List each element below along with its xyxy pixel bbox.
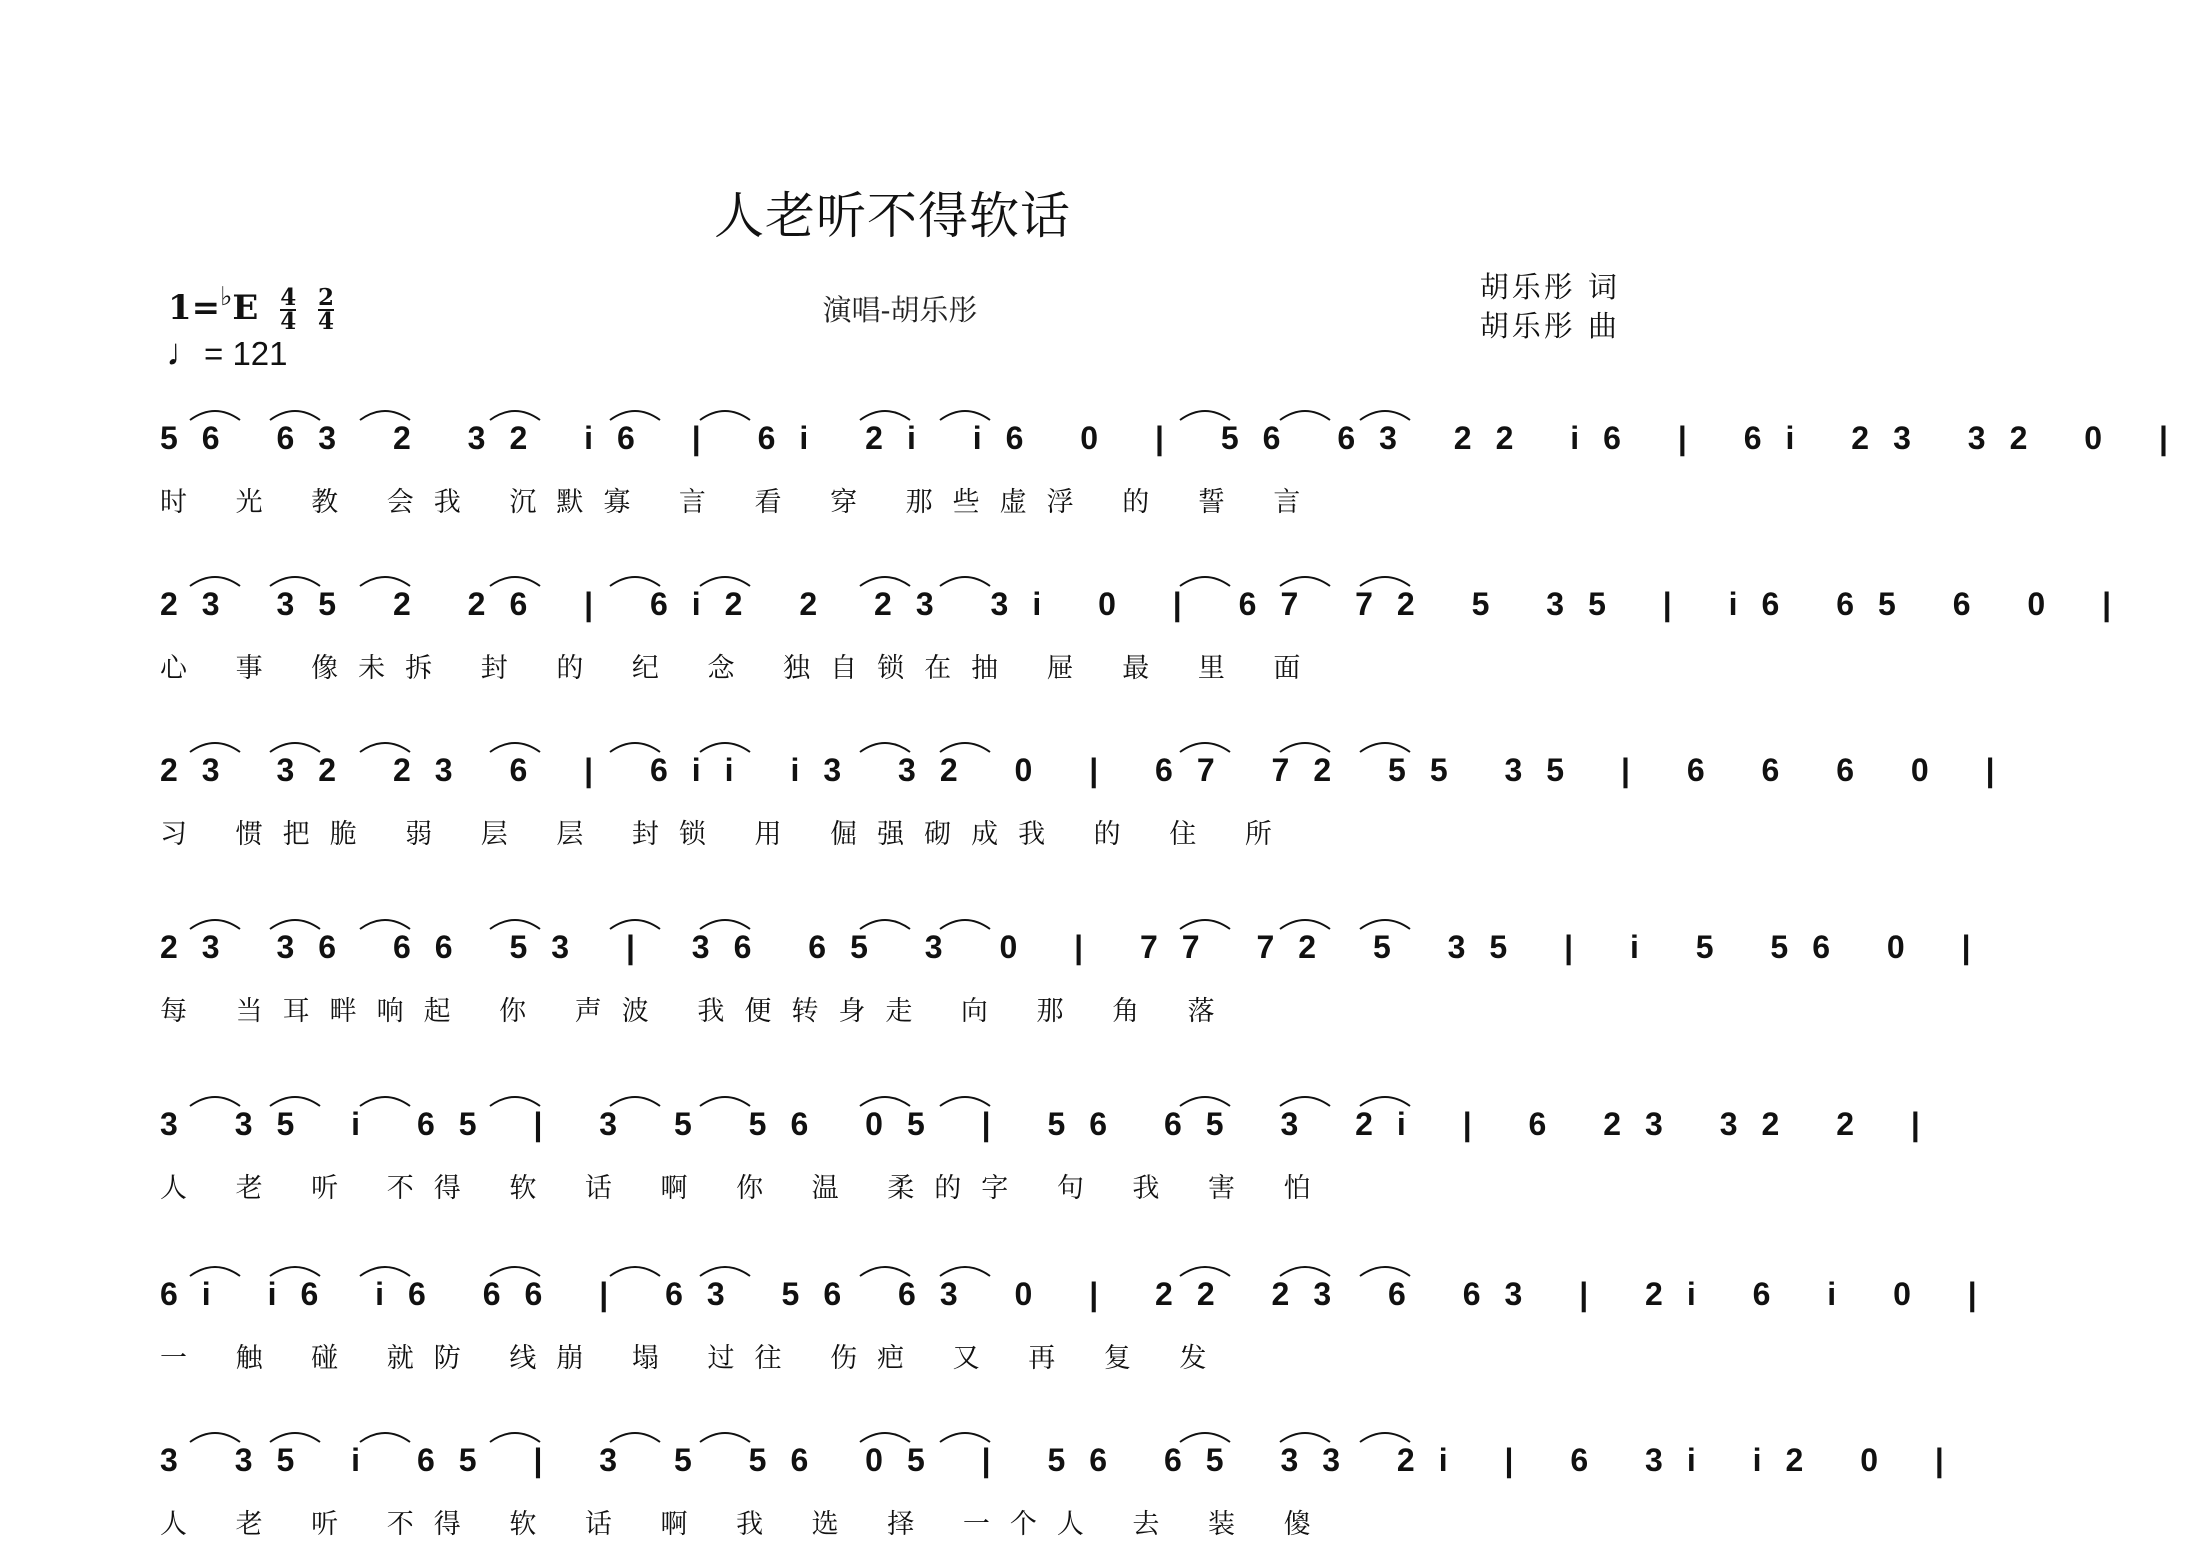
slur-mark bbox=[490, 1097, 540, 1106]
score-system-4 bbox=[160, 909, 1995, 1049]
key-note: E bbox=[232, 288, 259, 328]
slur-mark bbox=[360, 1433, 410, 1442]
slur-mark bbox=[700, 411, 750, 420]
slur-mark bbox=[270, 920, 320, 929]
slur-mark bbox=[1360, 1433, 1410, 1442]
slur-mark bbox=[1280, 920, 1330, 929]
slur-mark bbox=[190, 1267, 240, 1276]
notation-line: 56 63 2 32 i6 | 6i 2i i6 0 | 56 63 22 i6 | 6i 23 32 0 | bbox=[160, 420, 2192, 456]
slur-mark bbox=[610, 920, 660, 929]
slur-mark bbox=[940, 920, 990, 929]
slur-mark bbox=[1360, 577, 1410, 586]
slur-mark bbox=[360, 577, 410, 586]
slur-mark bbox=[360, 920, 410, 929]
lyricist-credit: 胡乐彤 词 bbox=[1479, 270, 1620, 304]
slur-mark bbox=[700, 920, 750, 929]
slur-mark bbox=[610, 411, 660, 420]
composer-credit: 胡乐彤 曲 bbox=[1479, 309, 1620, 343]
lyric-line: 时 光 教 会我 沉默寡 言 看 穿 那些虚浮 的 誓 言 bbox=[160, 487, 1321, 518]
slur-mark bbox=[1360, 743, 1410, 752]
slur-mark bbox=[1180, 577, 1230, 586]
slur-mark bbox=[860, 1267, 910, 1276]
slur-mark bbox=[1180, 411, 1230, 420]
score-system-3 bbox=[160, 732, 2019, 872]
song-title: 人老听不得软话 bbox=[714, 187, 1071, 245]
notation-line: 3 35 i 65 | 3 5 56 05 | 56 65 33 2i | 6 3i i2 0 | bbox=[160, 1442, 1968, 1478]
slur-mark bbox=[270, 577, 320, 586]
author-credits bbox=[1480, 268, 1620, 346]
slur-mark bbox=[1280, 577, 1330, 586]
slur-mark bbox=[1180, 1267, 1230, 1276]
notation-line: 23 35 2 26 | 6i2 2 23 3i 0 | 67 72 5 35 | i6 65 6 0 | bbox=[160, 586, 2136, 622]
lyric-line: 心 事 像未拆 封 的 纪 念 独自锁在抽 屉 最 里 面 bbox=[160, 653, 1321, 684]
slur-mark bbox=[700, 1433, 750, 1442]
tempo-value: = 121 bbox=[204, 335, 288, 372]
score-system-7 bbox=[160, 1422, 1968, 1562]
slur-mark bbox=[610, 1433, 660, 1442]
slur-mark bbox=[190, 577, 240, 586]
slur-mark bbox=[860, 1433, 910, 1442]
key-signature bbox=[168, 282, 334, 333]
slur-mark bbox=[360, 1267, 410, 1276]
time-signature-2 bbox=[318, 284, 335, 335]
slur-mark bbox=[860, 920, 910, 929]
slur-mark bbox=[610, 1097, 660, 1106]
notation-line: 6i i6 i6 66 | 63 56 63 0 | 22 23 6 63 | 2i 6 i 0 | bbox=[160, 1276, 2001, 1312]
slur-mark bbox=[490, 577, 540, 586]
slur-mark bbox=[610, 743, 660, 752]
notation-line: 23 32 23 6 | 6ii i3 32 0 | 67 72 55 35 | 6 6 6 0 | bbox=[160, 752, 2019, 788]
slur-mark bbox=[270, 1267, 320, 1276]
score-system-1 bbox=[160, 400, 2192, 540]
time2-top: 2 bbox=[318, 284, 335, 311]
slur-mark bbox=[490, 1267, 540, 1276]
key-prefix: 1= bbox=[168, 288, 221, 328]
quarter-note-icon: ♩ bbox=[166, 332, 204, 374]
time1-top: 4 bbox=[280, 284, 297, 311]
slur-mark bbox=[860, 411, 910, 420]
slur-mark bbox=[360, 1097, 410, 1106]
slur-mark bbox=[490, 1433, 540, 1442]
slur-mark bbox=[270, 743, 320, 752]
slur-mark bbox=[700, 1267, 750, 1276]
slur-mark bbox=[1280, 411, 1330, 420]
slur-mark bbox=[1360, 411, 1410, 420]
time2-bottom: 4 bbox=[318, 308, 335, 335]
time1-bottom: 4 bbox=[280, 308, 297, 335]
notation-line: 3 35 i 65 | 3 5 56 05 | 56 65 3 2i | 6 23 32 2 | bbox=[160, 1106, 1944, 1142]
slur-mark bbox=[860, 743, 910, 752]
slur-mark bbox=[490, 920, 540, 929]
singer-credit: 演唱-胡乐彤 bbox=[822, 293, 978, 327]
score-system-5 bbox=[160, 1086, 1944, 1226]
slur-mark bbox=[490, 743, 540, 752]
lyric-line: 一 触 碰 就防 线崩 塌 过往 伤疤 又 再 复 发 bbox=[160, 1343, 1227, 1374]
slur-mark bbox=[610, 577, 660, 586]
slur-mark bbox=[490, 411, 540, 420]
slur-mark bbox=[1180, 1097, 1230, 1106]
time-signature-1 bbox=[280, 284, 297, 335]
score-system-2 bbox=[160, 566, 2136, 706]
slur-mark bbox=[700, 743, 750, 752]
slur-mark bbox=[860, 1097, 910, 1106]
lyric-line: 人 老 听 不得 软 话 啊 我 选 择 一个人 去 装 傻 bbox=[160, 1509, 1331, 1540]
score-system-6 bbox=[160, 1256, 2001, 1396]
slur-mark bbox=[270, 1097, 320, 1106]
lyric-line: 习 惯把脆 弱 层 层 封锁 用 倔强砌成我 的 住 所 bbox=[160, 819, 1292, 850]
slur-mark bbox=[190, 1097, 240, 1106]
slur-mark bbox=[1280, 743, 1330, 752]
slur-mark bbox=[1180, 743, 1230, 752]
slur-mark bbox=[270, 1433, 320, 1442]
slur-mark bbox=[1360, 1267, 1410, 1276]
slur-mark bbox=[190, 1433, 240, 1442]
slur-mark bbox=[1360, 920, 1410, 929]
slur-mark bbox=[190, 411, 240, 420]
slur-mark bbox=[190, 743, 240, 752]
slur-mark bbox=[940, 1267, 990, 1276]
tempo-mark bbox=[166, 332, 288, 375]
slur-mark bbox=[1360, 1097, 1410, 1106]
slur-mark bbox=[1280, 1097, 1330, 1106]
slur-mark bbox=[1280, 1267, 1330, 1276]
slur-mark bbox=[270, 411, 320, 420]
slur-mark bbox=[860, 577, 910, 586]
slur-mark bbox=[700, 1097, 750, 1106]
flat-sign: ♭ bbox=[220, 282, 233, 312]
slur-mark bbox=[610, 1267, 660, 1276]
slur-mark bbox=[1180, 920, 1230, 929]
slur-mark bbox=[1180, 1433, 1230, 1442]
slur-mark bbox=[360, 411, 410, 420]
slur-mark bbox=[940, 577, 990, 586]
notation-line: 23 36 66 53 | 36 65 3 0 | 77 72 5 35 | i 5 56 0 | bbox=[160, 929, 1995, 965]
slur-mark bbox=[940, 411, 990, 420]
slur-mark bbox=[940, 1433, 990, 1442]
slur-mark bbox=[940, 1097, 990, 1106]
slur-mark bbox=[700, 577, 750, 586]
slur-mark bbox=[190, 920, 240, 929]
lyric-line: 每 当耳畔响起 你 声波 我便转身走 向 那 角 落 bbox=[160, 996, 1235, 1027]
slur-mark bbox=[1280, 1433, 1330, 1442]
slur-mark bbox=[360, 743, 410, 752]
slur-mark bbox=[940, 743, 990, 752]
lyric-line: 人 老 听 不得 软 话 啊 你 温 柔的字 句 我 害 怕 bbox=[160, 1173, 1331, 1204]
